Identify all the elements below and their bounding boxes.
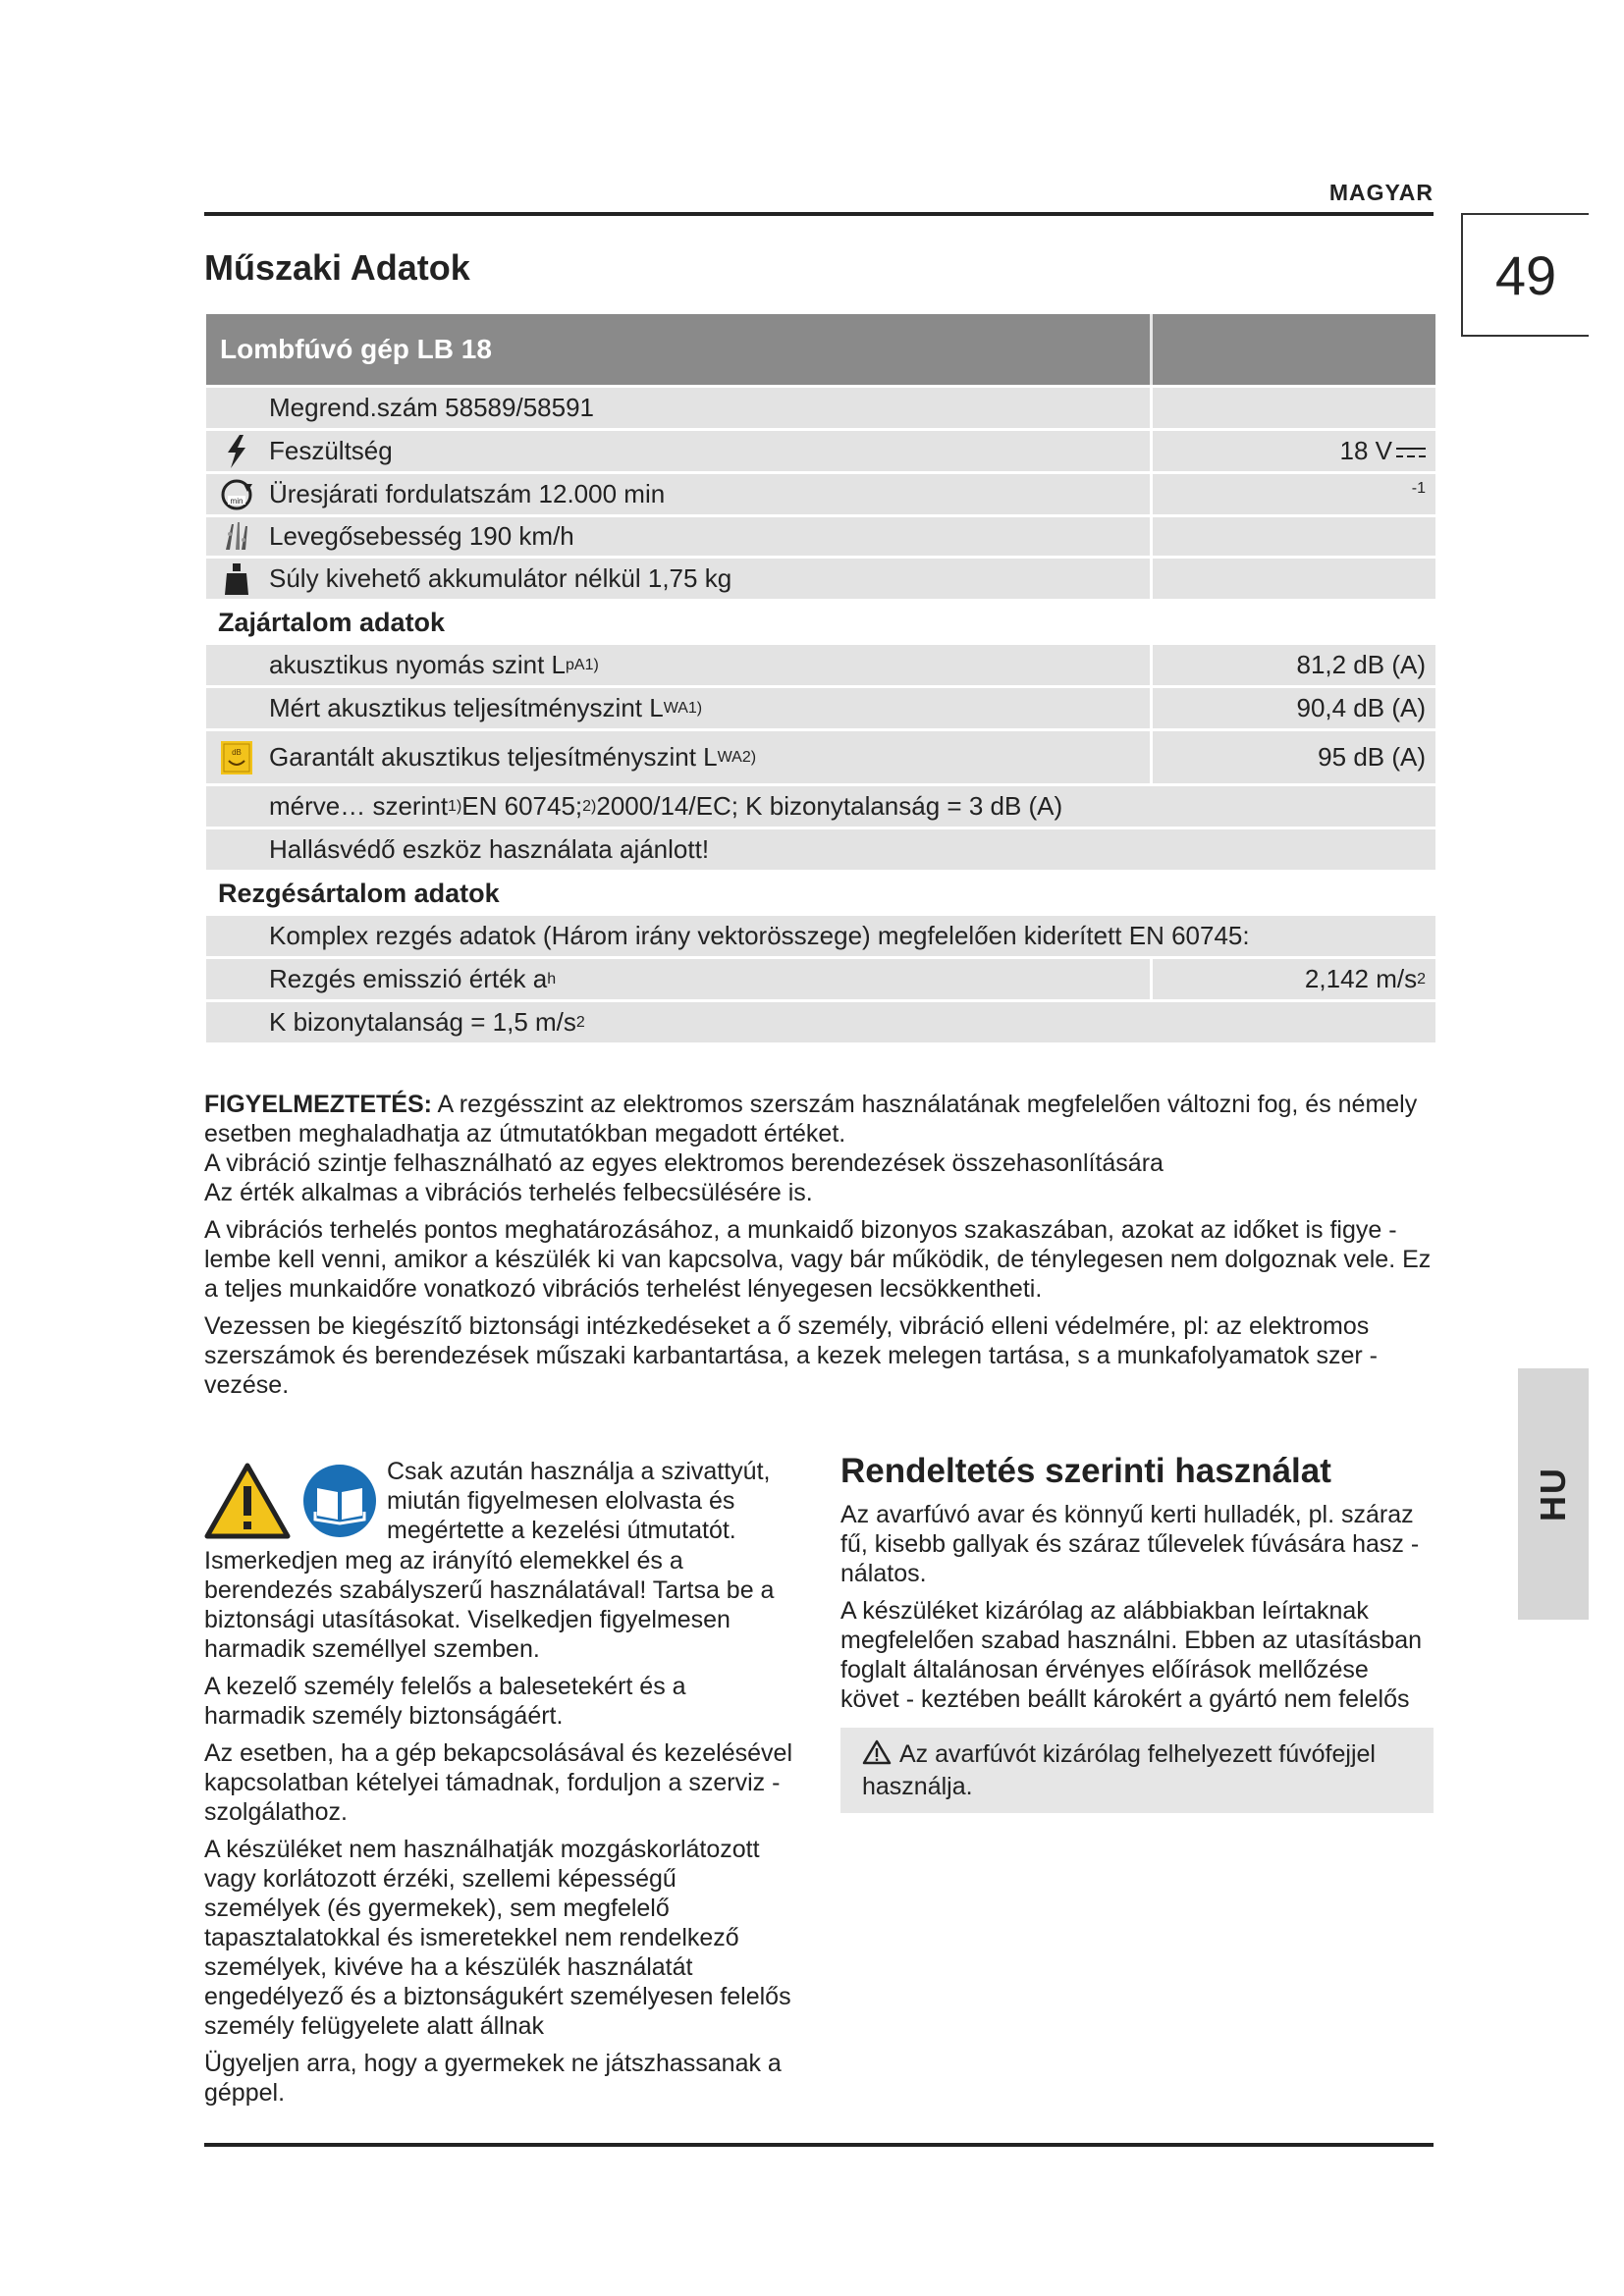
spec-table xyxy=(206,314,1435,1042)
table-row xyxy=(206,428,1435,471)
caution-icon xyxy=(862,1739,892,1772)
table-row xyxy=(206,827,1435,870)
svg-text:dB: dB xyxy=(232,747,242,757)
noise-power-value: 90,4 dB (A) xyxy=(1296,693,1426,722)
voltage-label: Feszültség xyxy=(267,431,1153,471)
safety-paragraph: Az esetben, ha a gép bekapcsolásával és kezelésével kapcsolatban kételyei támadnak, forduljon a szerviz - szolgálathoz. xyxy=(204,1739,792,1826)
warning-lead: FIGYELMEZTETÉS: xyxy=(204,1091,432,1118)
air-speed-icon xyxy=(206,517,267,556)
noise-pressure-label: akusztikus nyomás szint L pA 1) xyxy=(267,645,1153,685)
table-row xyxy=(206,728,1435,783)
svg-text:min: min xyxy=(230,496,244,506)
noise-heading: Zajártalom adatok xyxy=(218,608,446,637)
safety-paragraph: A kezelő személy felelős a balesetekért és a harmadik személy biztonságáért. xyxy=(204,1673,686,1730)
weight-label: Súly kivehető akkumulátor nélkül 1,75 kg xyxy=(267,559,1153,599)
table-row xyxy=(206,471,1435,514)
air-speed-label: Levegősebesség 190 km/h xyxy=(267,517,1153,556)
read-manual-intro: Csak azután használja a szivattyút, miután figyelmesen elolvasta és megértette a kezelési útmutatót. xyxy=(387,1458,771,1544)
intended-use-column xyxy=(840,1452,1434,1813)
intended-use-title: Rendeltetés szerinti használat xyxy=(840,1452,1331,1490)
page-number: 49 xyxy=(1461,213,1589,337)
table-row xyxy=(206,913,1435,956)
language-tab: HU xyxy=(1518,1368,1589,1620)
warning-paragraph: Vezessen be kiegészítő biztonsági intézkedéseket a ő személy, vibráció elleni védelmére, pl: az elektromos szerszámok és berendezések műszaki karbantartása, a kezek melegen tartása, s a munkafolyamatok szer - vezése. xyxy=(204,1312,1378,1399)
vibration-uncertainty: K bizonytalanság = 1,5 m/s 2 xyxy=(269,1006,585,1037)
table-section-heading xyxy=(206,599,1435,642)
note-text: Az avarfúvót kizárólag felhelyezett fúvófejjel használja. xyxy=(862,1740,1376,1800)
spec-table-title: Lombfúvó gép LB 18 xyxy=(206,314,1153,385)
safety-column xyxy=(204,1457,793,2115)
safety-paragraph: Ügyeljen arra, hogy a gyermekek ne játszhassanak a géppel. xyxy=(204,2050,782,2107)
order-number: Megrend.szám 58589/58591 xyxy=(267,388,1153,428)
header-language: MAGYAR xyxy=(1328,180,1434,205)
speed-exponent: -1 xyxy=(1411,480,1426,497)
noise-power-label: Mért akusztikus teljesítményszint L WA 1) xyxy=(267,688,1153,728)
noise-pressure-value: 81,2 dB (A) xyxy=(1296,650,1426,679)
table-row xyxy=(206,956,1435,999)
speed-label: Üresjárati fordulatszám 12.000 min xyxy=(267,474,1153,514)
vibration-emission-value: 2,142 m/s 2 xyxy=(1304,964,1426,993)
table-row xyxy=(206,385,1435,428)
table-row xyxy=(206,783,1435,827)
table-section-heading xyxy=(206,870,1435,913)
hearing-protection-icon xyxy=(206,731,267,783)
noise-guaranteed-label: Garantált akusztikus teljesítményszint L WA 2) xyxy=(267,731,1153,783)
bottom-rule xyxy=(204,2143,1434,2147)
vibration-emission-label: Rezgés emisszió érték a h xyxy=(267,959,1153,999)
voltage-value: 18 V xyxy=(1339,436,1392,465)
table-row xyxy=(206,999,1435,1042)
table-row xyxy=(206,514,1435,556)
vibration-heading: Rezgésártalom adatok xyxy=(218,879,500,908)
measurement-standard: mérve… szerint 1) EN 60745; 2) 2000/14/EC; K bizonytalanság = 3 dB (A) xyxy=(269,790,1063,821)
top-rule xyxy=(204,212,1434,216)
table-row xyxy=(206,556,1435,599)
spec-table-header xyxy=(206,314,1435,385)
vibration-complex: Komplex rezgés adatok (Három irány vektorösszege) megfelelően kiderített EN 60745: xyxy=(269,920,1250,950)
safety-paragraph: Ismerkedjen meg az irányító elemekkel és a berendezés szabályszerű használatával! Tartsa be a biztonsági utasításokat. Viselkedjen figyelmesen harmadik személlyel szemben. xyxy=(204,1547,775,1663)
read-manual-icon xyxy=(301,1463,378,1546)
note-box xyxy=(840,1728,1434,1813)
intended-use-paragraph: A készüléket kizárólag az alábbiakban leírtaknak megfelelően szabad használni. Ebben az utasításban foglalt általánosan érvényes előírások mellőzése követ - keztében beállt károkért a gyártó nem felelős xyxy=(840,1597,1423,1713)
intended-use-paragraph: Az avarfúvó avar és könnyű kerti hulladék, pl. száraz fű, kisebb gallyak és száraz tűlevelek fúvására hasz - nálatos. xyxy=(840,1501,1420,1587)
lightning-icon xyxy=(206,431,267,471)
warning-paragraph: A vibrációs terhelés pontos meghatározásához, a munkaidő bizonyos szakaszában, azokat az időket is figye - lembe kell venni, amikor a készülék ki van kapcsolva, vagy bár működik, de ténylegesen nem dolgoznak vele. Ez a teljes munkaidőre vonatkozó vibrációs terhelést lényegesen lecsökkentheti. xyxy=(204,1216,1432,1303)
rotation-speed-icon xyxy=(206,474,267,514)
table-row xyxy=(206,685,1435,728)
section-title: Műszaki Adatok xyxy=(204,247,470,288)
vibration-warning: FIGYELMEZTETÉS: A rezgésszint az elektromos szerszám használatának megfelelően változni fog, és némely esetben meghaladhatja az útmutatókban megadott értéket. A vibráció szintje felhasználható az egyes elektromos berendezések összehasonlítására Az érték alkalmas a vibrációs terhelés felbecsülésére is. A vibrációs terhelés pontos meghatározásához, a munkaidő bizonyos szakaszában, azokat az időket is figye - lembe kell venni, amikor a készülék ki van kapcsolva, vagy bár működik, de ténylegesen nem dolgoznak vele. Ez a teljes munkaidőre vonatkozó vibrációs terhelést lényegesen lecsökkentheti. Vezessen be kiegészítő biztonsági intézkedéseket a ő személy, vibráció elleni védelmére, pl: az elektromos szerszámok és berendezések műszaki karbantartása, a kezek melegen tartása, s a munkafolyamatok szer - vezése. xyxy=(204,1091,1432,1399)
dc-symbol-icon xyxy=(1396,436,1426,466)
safety-paragraph: A készüléket nem használhatják mozgáskorlátozott vagy korlátozott érzéki, szellemi képességű személyek (és gyermekek), sem megfelelő tapasztalatokkal és ismeretekkel nem rendelkező személyek, kivéve ha a készülék használatát engedélyező és a biztonságukért személyesen felelős személy felügyelete alatt állnak xyxy=(204,1836,791,2040)
warning-triangle-icon xyxy=(204,1463,291,1546)
noise-guaranteed-value: 95 dB (A) xyxy=(1318,742,1426,772)
weight-icon xyxy=(206,559,267,599)
hearing-protection-note: Hallásvédő eszköz használata ajánlott! xyxy=(269,833,710,864)
table-row xyxy=(206,642,1435,685)
